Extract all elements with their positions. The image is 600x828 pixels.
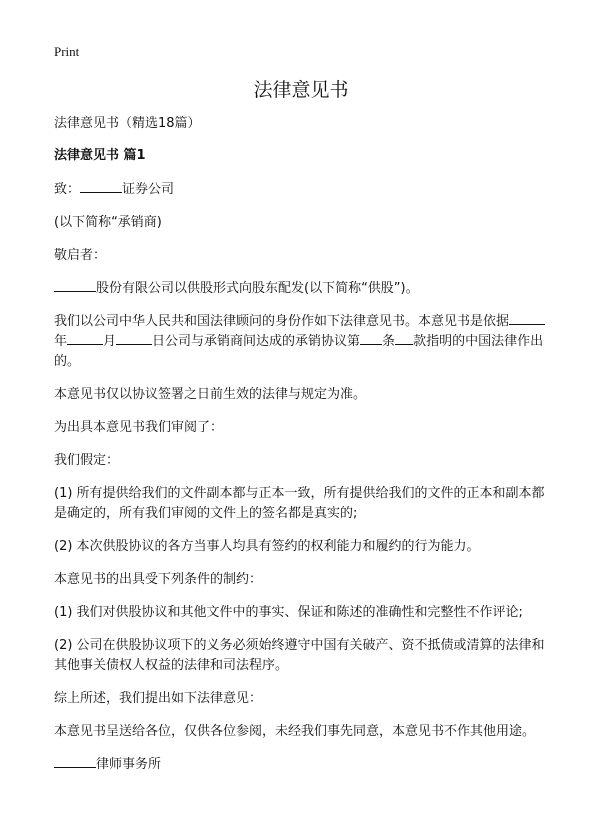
- print-link[interactable]: Print: [54, 44, 80, 59]
- blank-field: [395, 332, 413, 345]
- blank-field: [80, 180, 122, 193]
- blank-field: [360, 332, 382, 345]
- greeting-line: 敬启者：: [54, 248, 107, 263]
- conditions-heading: 本意见书的出具受下列条件的制约：: [54, 572, 263, 587]
- basis-paragraph: [54, 312, 548, 372]
- condition-item-2: (2) 公司在供股协议项下的义务必须始终遵守中国有关破产、资不抵债或清算的法律和其他事关债权人权益的法律和司法程序。: [54, 638, 545, 673]
- blank-field: [116, 332, 152, 345]
- section-heading: 法律意见书 篇1: [54, 148, 146, 163]
- signoff-line: [54, 755, 548, 775]
- basis-start: 我们以公司中华人民共和国法律顾问的身份作如下法律意见书。本意见书是依据: [54, 314, 510, 329]
- blank-field: [509, 312, 545, 325]
- opinion-heading: 综上所述，我们提出如下法律意见：: [54, 691, 263, 706]
- blank-field: [67, 332, 103, 345]
- blank-field: [54, 279, 96, 292]
- basis-day-text: 日公司与承销商间达成的承销协议第: [152, 334, 361, 349]
- condition-item-1: (1) 我们对供股协议和其他文件中的事实、保证和陈述的准确性和完整性不作评论;: [54, 605, 523, 620]
- recipient-prefix: 致：: [54, 182, 81, 197]
- recipient-line: [54, 180, 548, 200]
- blank-field: [54, 755, 96, 768]
- scope-paragraph: 本意见书仅以协议签署之日前生效的法律与规定为准。: [54, 387, 367, 402]
- usage-paragraph: 本意见书呈送给各位，仅供各位参阅，未经我们事先同意，本意见书不作其他用途。: [54, 724, 536, 739]
- offer-text: 股份有限公司以供股形式向股东配发(以下简称“供股”)。: [96, 281, 419, 296]
- basis-month: 月: [103, 334, 117, 349]
- basis-clause-text: 款指明的中国法律作出的。: [54, 334, 544, 369]
- abbreviation-line: (以下简称“承销商): [54, 215, 162, 230]
- offer-paragraph: [54, 279, 548, 299]
- basis-year: 年: [54, 334, 68, 349]
- assumption-item-1: (1) 所有提供给我们的文件副本都与正本一致，所有提供给我们的文件的正本和副本都是确定的，所有我们审阅的文件上的签名都是真实的;: [54, 486, 545, 521]
- document-title: 法律意见书: [253, 79, 349, 101]
- law-firm-label: 律师事务所: [96, 757, 162, 772]
- recipient-suffix: 证券公司: [122, 182, 175, 197]
- basis-article: 条: [382, 334, 396, 349]
- document-subtitle: 法律意见书（精选18篇）: [54, 116, 201, 131]
- assumptions-heading: 我们假定：: [54, 453, 120, 468]
- reviewed-paragraph: 为出具本意见书我们审阅了：: [54, 420, 224, 435]
- assumption-item-2: (2) 本次供股协议的各方当事人均具有签约的权利能力和履约的行为能力。: [54, 539, 480, 554]
